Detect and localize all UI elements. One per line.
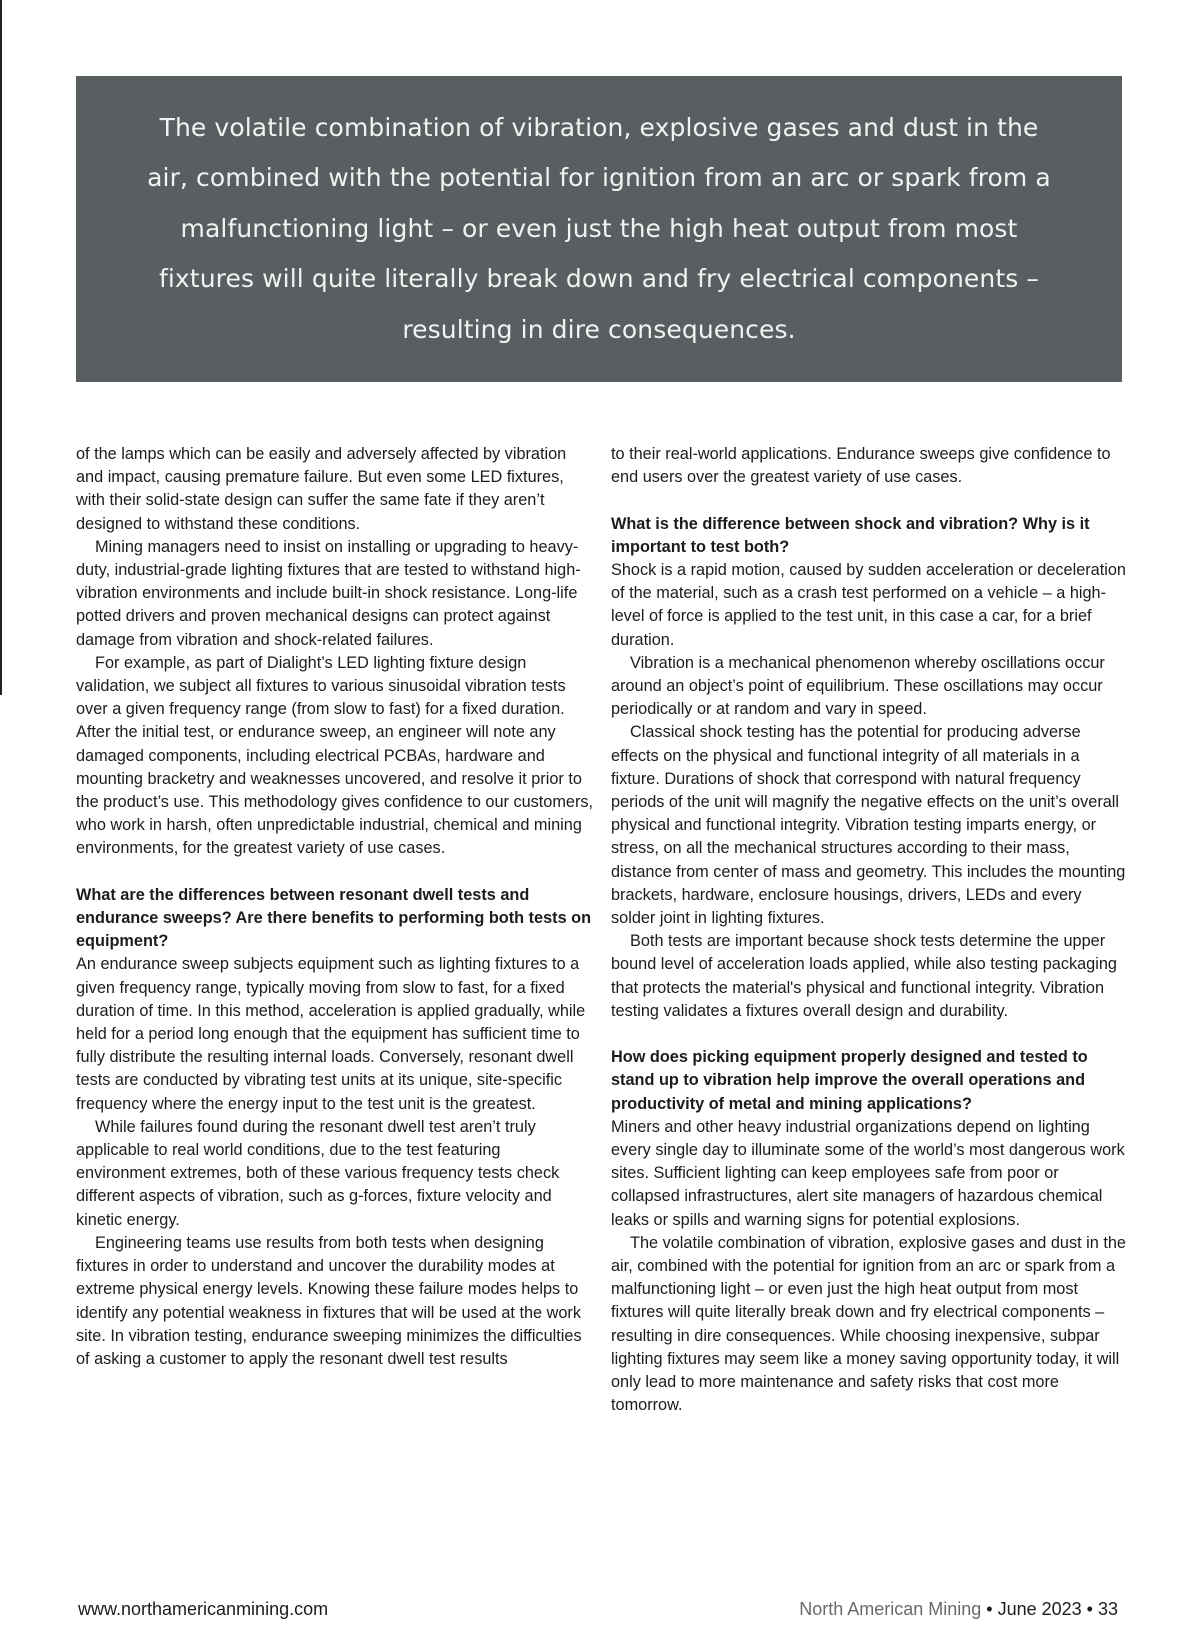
footer-folio <box>799 1598 1118 1620</box>
article-column-right <box>611 443 1126 1418</box>
paragraph: Miners and other heavy industrial organizations depend on lighting every single day to illuminate some of the world’s most dangerous work sites. Sufficient lighting can keep employees safe from poor or collapsed infrastructures, alert site managers of hazardous chemical leaks or spills and warning signs for potential explosions. <box>611 1117 1125 1229</box>
paragraph: While failures found during the resonant dwell test aren’t truly applicable to real world conditions, due to the test featuring environment extremes, both of these various frequency tests check different aspects of vibration, such as g-forces, fixture velocity and kinetic energy. <box>76 1117 560 1229</box>
paragraph: The volatile combination of vibration, explosive gases and dust in the air, combined with the potential for ignition from an arc or spark from a malfunctioning light – or even just the high heat output from most fixtures will quite literally break down and fry electrical components – resulting in dire consequences. While choosing inexpensive, subpar lighting fixtures may seem like a money saving opportunity today, it will only lead to more maintenance and safety risks that cost more tomorrow. <box>611 1233 1126 1415</box>
paragraph: Shock is a rapid motion, caused by sudden acceleration or deceleration of the material, such as a crash test performed on a vehicle – a high-level of force is applied to the test unit, in this case a car, for a brief duration. <box>611 561 1126 649</box>
paragraph: to their real-world applications. Endurance sweeps give confidence to end users over the greatest variety of use cases. <box>611 445 1111 487</box>
pull-quote-text: The volatile combination of vibration, explosive gases and dust in the air, combined with the potential for ignition from an arc or spark from a malfunctioning light – or even just the high heat output from most fixtures will quite literally break down and fry electrical components – resulting in dire consequences. <box>147 112 1051 344</box>
section-heading: What is the difference between shock and vibration? Why is it important to test both? <box>611 514 1090 556</box>
paragraph: Engineering teams use results from both tests when designing fixtures in order to understand and uncover the durability modes at extreme physical energy levels. Knowing these failure modes helps to identify any potential weakness in fixtures that will be used at the work site. In vibration testing, endurance sweeping minimizes the difficulties of asking a customer to apply the resonant dwell test results <box>76 1233 582 1368</box>
paragraph: of the lamps which can be easily and adversely affected by vibration and impact, causing premature failure. But even some LED fixtures, with their solid-state design can suffer the same fate if they aren’t designed to withstand these conditions. <box>76 445 567 533</box>
pull-quote-box <box>76 76 1122 382</box>
section-heading: How does picking equipment properly designed and tested to stand up to vibration help improve the overall operations and productivity of metal and mining applications? <box>611 1048 1088 1113</box>
paragraph: Vibration is a mechanical phenomenon whereby oscillations occur around an object’s point of equilibrium. These oscillations may occur periodically or at random and vary in speed. <box>611 653 1105 719</box>
section-heading: What are the differences between resonant dwell tests and endurance sweeps? Are there benefits to performing both tests on equipment? <box>76 885 592 951</box>
footer-issue-page: • June 2023 • 33 <box>981 1599 1118 1619</box>
footer-website: www.northamericanmining.com <box>78 1599 329 1619</box>
paragraph: For example, as part of Dialight’s LED lighting fixture design validation, we subject all fixtures to various sinusoidal vibration tests over a given frequency range (from slow to fast) for a fixed duration. After the initial test, or endurance sweep, an engineer will note any damaged components, including electrical PCBAs, hardware and mounting bracketry and weaknesses uncovered, and resolve it prior to the product’s use. This methodology gives confidence to our customers, who work in harsh, often unpredictable industrial, chemical and mining environments, for the greatest variety of use cases. <box>76 653 594 858</box>
page-edge-rule <box>0 0 2 695</box>
article-column-left <box>76 443 594 1371</box>
paragraph: Both tests are important because shock tests determine the upper bound level of acceleration loads applied, while also testing packaging that protects the material's physical and functional integrity. Vibration testing validates a fixtures overall design and durability. <box>611 932 1117 1020</box>
paragraph: An endurance sweep subjects equipment such as lighting fixtures to a given frequency range, typically moving from slow to fast, for a fixed duration of time. In this method, acceleration is applied gradually, while held for a period long enough that the equipment has sufficient time to fully distribute the resulting internal loads. Conversely, resonant dwell tests are conducted by vibrating test units at its unique, site-specific frequency where the energy input to the test unit is the greatest. <box>76 955 586 1113</box>
page-footer <box>78 1598 1118 1620</box>
paragraph: Classical shock testing has the potential for producing adverse effects on the physical and functional integrity of all materials in a fixture. Durations of shock that correspond with natural frequency periods of the unit will magnify the negative effects on the unit’s overall physical and functional integrity. Vibration testing imparts energy, or stress, on all the mechanical structures according to their mass, distance from center of mass and geometry. This includes the mounting brackets, hardware, enclosure housings, drivers, LEDs and every solder joint in lighting fixtures. <box>611 723 1126 928</box>
paragraph: Mining managers need to insist on installing or upgrading to heavy-duty, industrial-grade lighting fixtures that are tested to withstand high-vibration environments and include built-in shock resistance. Long-life potted drivers and proven mechanical designs can protect against damage from vibration and shock-related failures. <box>76 537 581 649</box>
footer-publication: North American Mining <box>799 1599 982 1619</box>
